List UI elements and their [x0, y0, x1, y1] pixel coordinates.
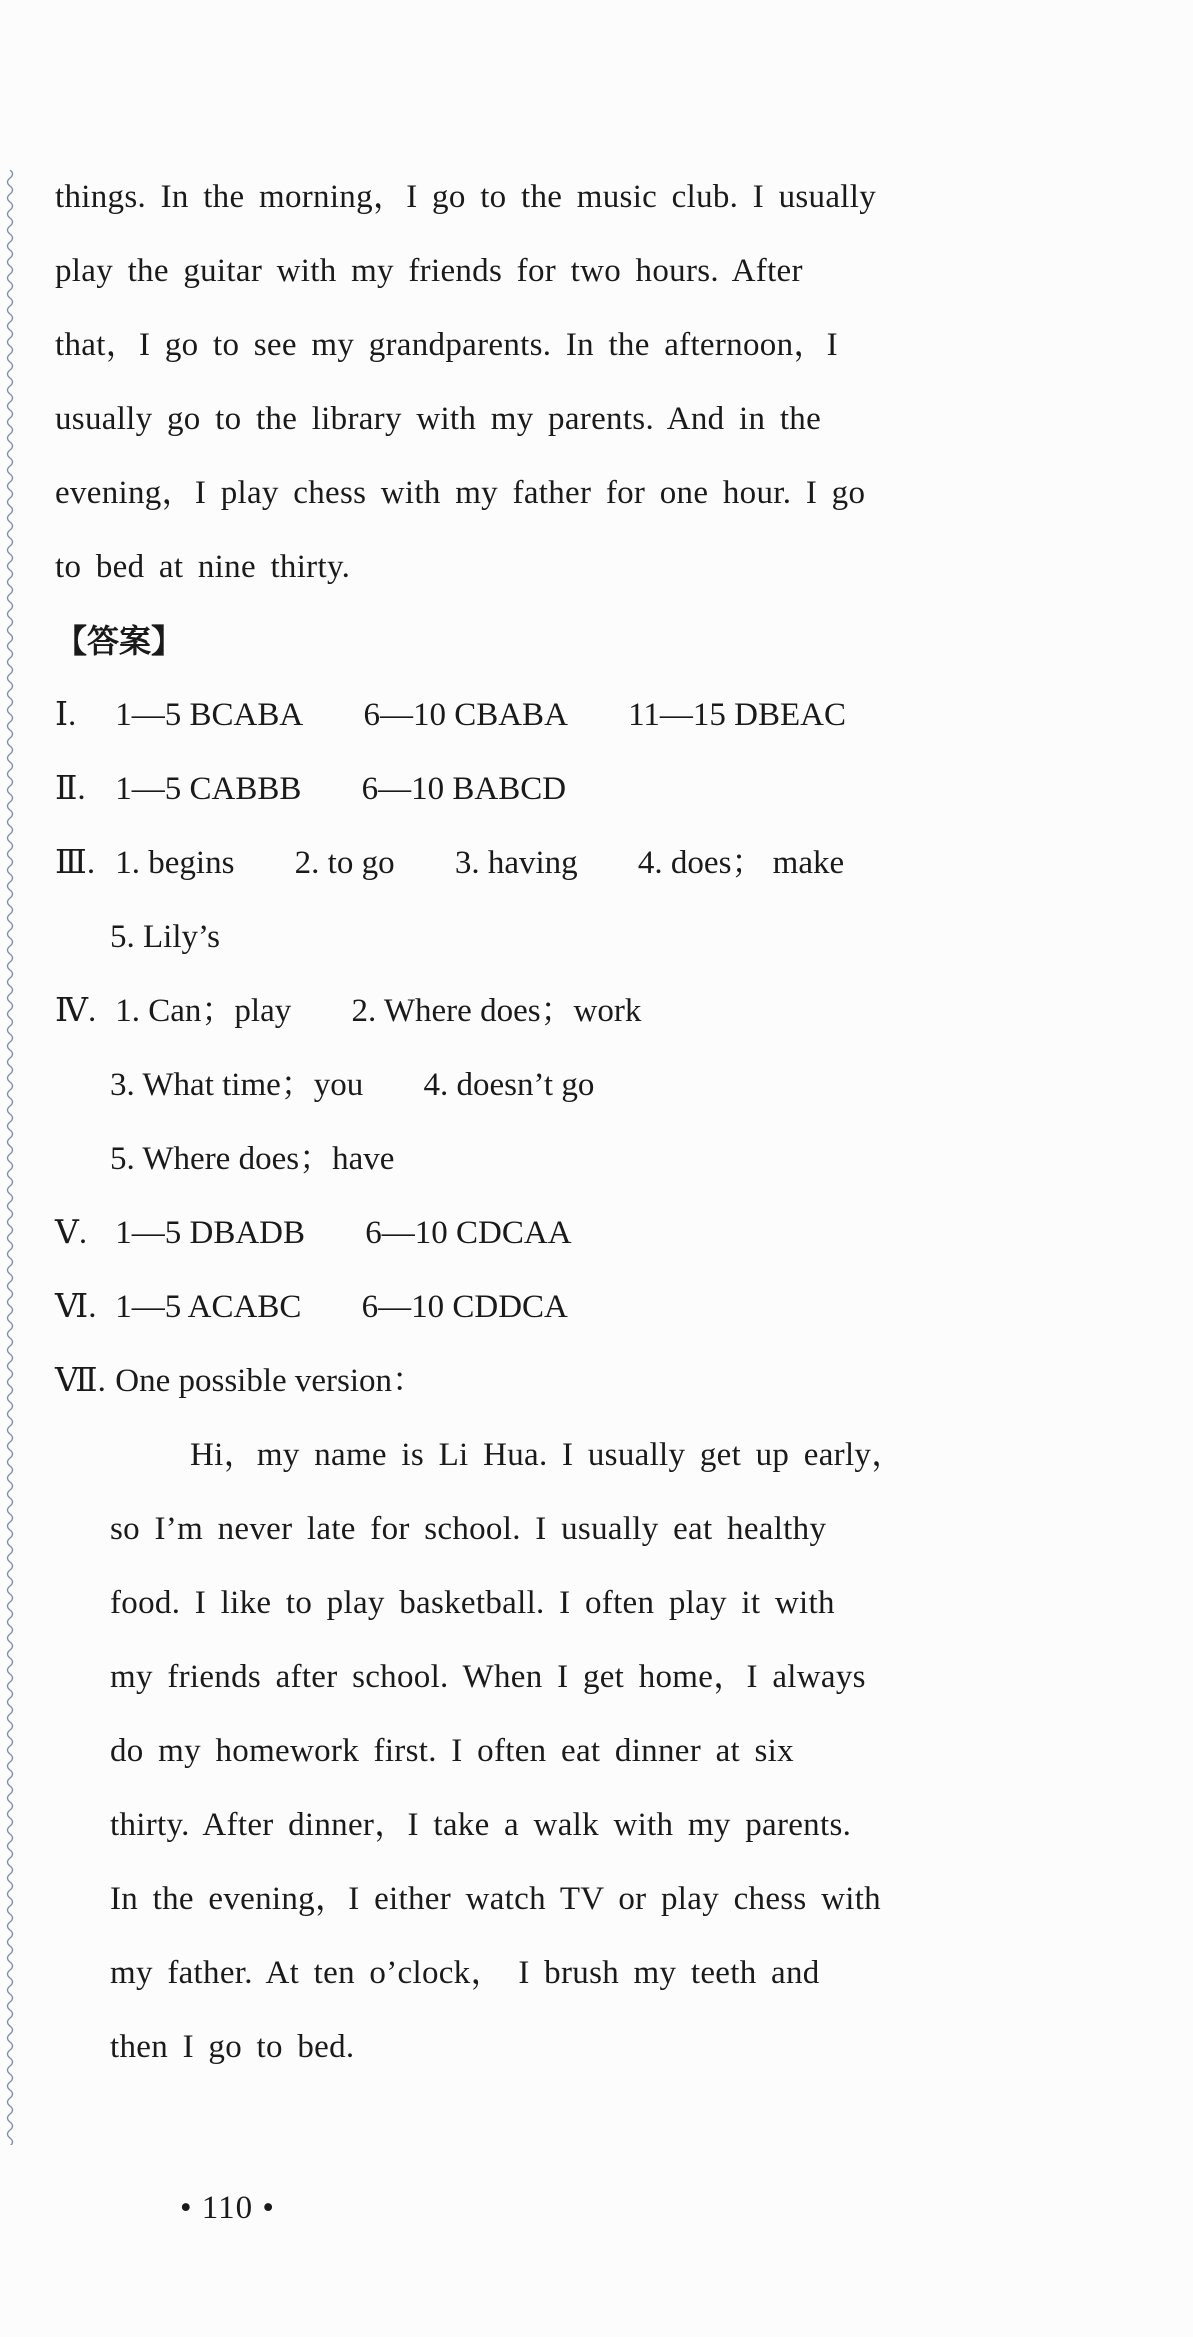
- answer-item: 5. Where does；have: [110, 1141, 395, 1177]
- answer-section-4-continued: [55, 1048, 1075, 1122]
- answer-group: 1—5 DBADB: [115, 1215, 306, 1251]
- answer-item: 2. to go: [294, 845, 395, 881]
- answer-group: 6—10 BABCD: [361, 771, 567, 807]
- answer-section-5: [55, 1196, 1075, 1270]
- essay-line: thirty. After dinner，I take a walk with my parents.: [110, 1807, 852, 1843]
- section-number: Ⅴ.: [55, 1215, 88, 1251]
- essay-line: Hi，my name is Li Hua. I usually get up early，: [190, 1437, 905, 1473]
- essay-line: then I go to bed.: [110, 2029, 355, 2065]
- essay-line: food. I like to play basketball. I often play it with: [110, 1585, 835, 1621]
- section-number: Ⅲ.: [55, 845, 96, 881]
- answer-group: 6—10 CDCAA: [365, 1215, 572, 1251]
- answer-group: 1—5 CABBB: [115, 771, 302, 807]
- text-line: things. In the morning，I go to the music club. I usually: [55, 179, 877, 215]
- page-number: • 110 •: [180, 2190, 275, 2226]
- section-number: Ⅵ.: [55, 1289, 97, 1325]
- answer-section-7: [55, 1344, 1075, 1418]
- answer-group: 11—15 DBEAC: [628, 697, 847, 733]
- text-line: to bed at nine thirty.: [55, 549, 351, 585]
- answer-section-4-continued: [55, 1122, 1075, 1196]
- answer-section-2: [55, 752, 1075, 826]
- answer-item: 3. having: [454, 845, 578, 881]
- answer-item: 2. Where does；work: [351, 993, 642, 1029]
- intro-paragraph: [55, 160, 1075, 604]
- answer-heading: 【答案】: [55, 622, 184, 660]
- essay-line: so I’m never late for school. I usually eat healthy: [110, 1511, 827, 1547]
- answer-item: 1. Can；play: [115, 993, 292, 1029]
- text-line: play the guitar with my friends for two hours. After: [55, 253, 803, 289]
- answer-group: 1—5 BCABA: [115, 697, 304, 733]
- answer-item: 3. What time；you: [110, 1067, 364, 1103]
- answer-group: 6—10 CDDCA: [361, 1289, 568, 1325]
- answer-item: 5. Lily’s: [110, 919, 221, 955]
- answer-intro: One possible version：: [115, 1363, 426, 1399]
- answer-section-6: [55, 1270, 1075, 1344]
- sample-essay: [55, 1418, 1075, 2084]
- text-line: evening，I play chess with my father for one hour. I go: [55, 475, 866, 511]
- answer-section-3: [55, 826, 1075, 900]
- answer-section-4: [55, 974, 1075, 1048]
- wavy-margin-border: [4, 170, 16, 2145]
- text-line: usually go to the library with my parents. And in the: [55, 401, 822, 437]
- essay-line: my friends after school. When I get home，I always: [110, 1659, 866, 1695]
- answer-item: 4. doesn’t go: [423, 1067, 595, 1103]
- answer-group: 1—5 ACABC: [115, 1289, 302, 1325]
- section-number: Ⅶ.: [55, 1363, 106, 1399]
- essay-line: my father. At ten o’clock， I brush my teeth and: [110, 1955, 820, 1991]
- answer-section-3-continued: [55, 900, 1075, 974]
- section-number: Ⅱ.: [55, 771, 86, 807]
- essay-line: In the evening，I either watch TV or play chess with: [110, 1881, 881, 1917]
- text-line: that，I go to see my grandparents. In the afternoon，I: [55, 327, 838, 363]
- answer-group: 6—10 CBABA: [363, 697, 568, 733]
- text-block: [55, 160, 1075, 2084]
- answer-item: 1. begins: [115, 845, 235, 881]
- section-number: Ⅳ.: [55, 993, 97, 1029]
- answer-section-1: [55, 678, 1075, 752]
- essay-line: do my homework first. I often eat dinner at six: [110, 1733, 794, 1769]
- section-number: Ⅰ.: [55, 697, 77, 733]
- answer-item: 4. does； make: [637, 845, 845, 881]
